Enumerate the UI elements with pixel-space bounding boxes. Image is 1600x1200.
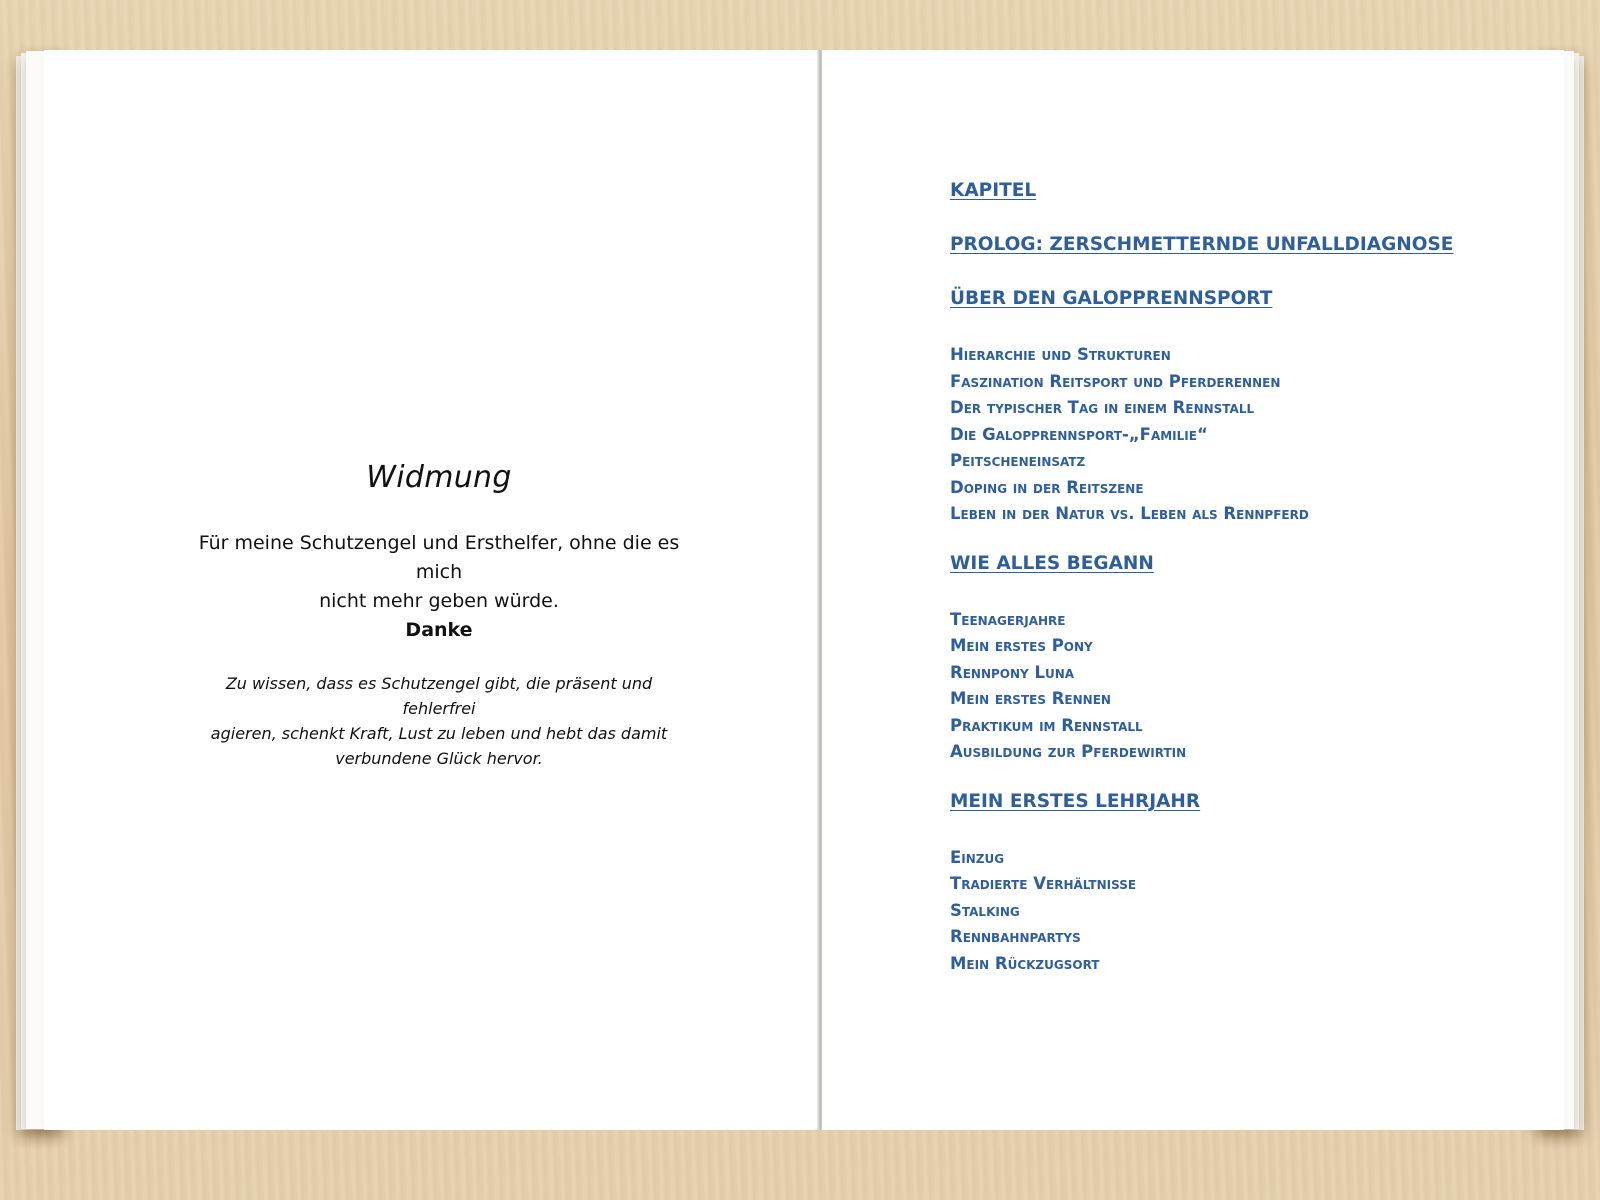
dedication-quote: [194, 671, 684, 771]
toc-chapter-link[interactable]: MEIN ERSTES LEHRJAHR: [950, 790, 1201, 812]
toc-item-link[interactable]: Mein Rückzugsort: [950, 953, 1100, 973]
toc-item-link[interactable]: Rennbahnpartys: [950, 927, 1081, 946]
toc-item-link[interactable]: Hierarchie und Strukturen: [950, 345, 1171, 364]
quote-line: verbundene Glück hervor.: [335, 749, 543, 768]
dedication-text-line: Für meine Schutzengel und Ersthelfer, ohne die es mich: [198, 532, 680, 583]
toc-item-link[interactable]: Rennpony Luna: [950, 662, 1075, 682]
toc-item-link[interactable]: Mein erstes Pony: [950, 636, 1093, 655]
quote-line: Zu wissen, dass es Schutzengel gibt, die präsent und fehlerfrei: [225, 674, 653, 718]
toc-item-link[interactable]: Leben in der Natur vs. Leben als Rennpferd: [950, 504, 1309, 523]
dedication: [194, 460, 684, 771]
right-page: [822, 50, 1564, 1130]
toc-prolog-link[interactable]: PROLOG: ZERSCHMETTERNDE UNFALLDIAGNOSE: [950, 234, 1454, 255]
toc-item-link[interactable]: Praktikum im Rennstall: [950, 715, 1143, 735]
toc-chapter-link[interactable]: ÜBER DEN GALOPPRENNSPORT: [950, 288, 1273, 309]
toc-item-link[interactable]: Die Galopprennsport-„Familie“: [950, 424, 1208, 444]
open-book: [16, 48, 1584, 1132]
dedication-title: Widmung: [366, 460, 512, 495]
toc-item-link[interactable]: Der typischer Tag in einem Rennstall: [950, 398, 1255, 417]
toc-item-link[interactable]: Ausbildung zur Pferdewirtin: [950, 742, 1187, 761]
toc-item-link[interactable]: Einzug: [950, 847, 1005, 867]
dedication-text-line: nicht mehr geben würde.: [319, 590, 559, 612]
toc-item-link[interactable]: Teenagerjahre: [950, 609, 1066, 629]
quote-line: agieren, schenkt Kraft, Lust zu leben und hebt das damit: [210, 724, 668, 743]
toc-item-link[interactable]: Stalking: [950, 900, 1020, 920]
toc-item-link[interactable]: Doping in der Reitszene: [950, 477, 1144, 497]
toc-header-link[interactable]: KAPITEL: [950, 180, 1037, 201]
left-page: [44, 50, 820, 1130]
table-of-contents: [950, 180, 1510, 1002]
toc-item-link[interactable]: Peitscheneinsatz: [950, 451, 1086, 470]
toc-section: [950, 342, 1510, 528]
dedication-thanks: Danke: [405, 619, 473, 641]
toc-item-link[interactable]: Mein erstes Rennen: [950, 689, 1111, 708]
toc-section: [950, 607, 1510, 766]
toc-chapter-link[interactable]: WIE ALLES BEGANN: [950, 552, 1154, 574]
toc-section: [950, 845, 1510, 978]
toc-item-link[interactable]: Tradierte Verhältnisse: [950, 874, 1137, 893]
toc-item-link[interactable]: Faszination Reitsport und Pferderennen: [950, 371, 1281, 391]
